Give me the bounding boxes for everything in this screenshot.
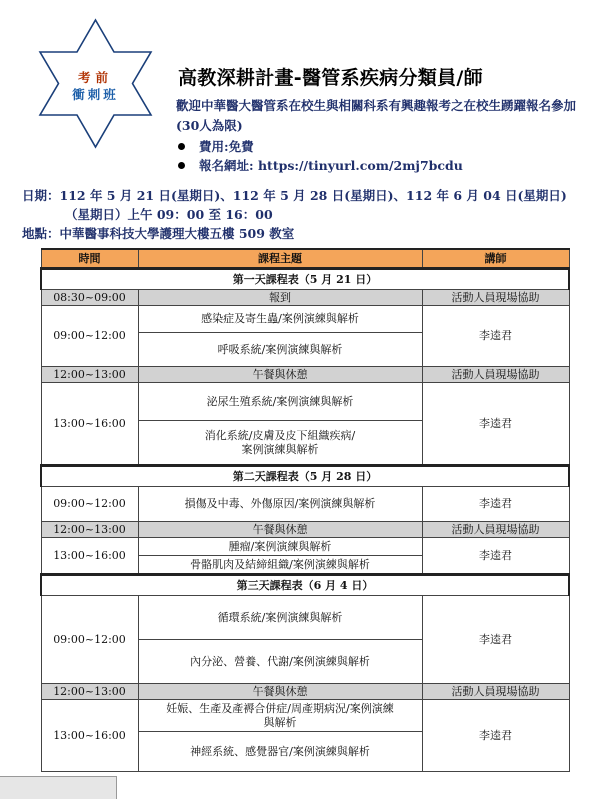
bullet-icon [178,162,185,169]
fee-item [178,137,254,155]
instructor-cell: 李逵君 [422,487,569,522]
table-row [41,700,569,732]
topic-cell: 感染症及寄生蟲/案例演練與解析 [138,306,422,333]
course-badge [28,16,163,151]
topic-cell: 報到 [138,290,422,306]
header-time: 時間 [41,249,138,269]
table-header [41,249,569,269]
topic-line: 案例演練與解析 [241,442,319,456]
day1-title-row [41,269,569,290]
badge-line1: 考前 [77,70,113,85]
topic-cell [138,421,422,466]
time-cell: 12:00~13:00 [41,522,138,538]
topic-cell [138,700,422,732]
topic-cell: 呼吸系統/案例演練與解析 [138,333,422,367]
time-cell: 13:00~16:00 [41,383,138,466]
instructor-cell: 李逵君 [422,596,569,684]
time-cell: 12:00~13:00 [41,684,138,700]
topic-cell: 損傷及中毒、外傷原因/案例演練與解析 [138,487,422,522]
table-row [41,306,569,333]
topic-cell: 午餐與休憩 [138,367,422,383]
time-cell: 08:30~09:00 [41,290,138,306]
time-cell: 09:00~12:00 [41,596,138,684]
topic-cell: 腫瘤/案例演練與解析 [138,538,422,556]
instructor-cell: 李逵君 [422,306,569,367]
time-cell: 13:00~16:00 [41,700,138,772]
day1-title: 第一天課程表（5 月 21 日） [41,269,569,290]
instructor-cell: 李逵君 [422,383,569,466]
topic-line: 消化系統/皮膚及皮下組織疾病/ [204,428,356,442]
instructor-cell: 活動人員現場協助 [422,522,569,538]
instructor-cell: 活動人員現場協助 [422,684,569,700]
time-cell: 09:00~12:00 [41,487,138,522]
fee-text: 費用:免費 [199,139,254,154]
signup-link[interactable]: 報名網址: https://tinyurl.com/2mj7bcdu [199,158,463,173]
intro-text: 歡迎中華醫大醫管系在校生與相關科系有興趣報考之在校生踴躍報名參加(30人為限) [176,98,577,133]
table-row [41,596,569,640]
instructor-cell: 活動人員現場協助 [422,367,569,383]
day3-title: 第三天課程表（6 月 4 日） [41,575,569,596]
time-cell: 12:00~13:00 [41,367,138,383]
table-row [41,522,569,538]
table-row [41,290,569,306]
instructor-cell: 活動人員現場協助 [422,290,569,306]
badge-line2: 衝刺班 [72,87,119,102]
topic-cell: 泌尿生殖系統/案例演練與解析 [138,383,422,421]
instructor-cell: 李逵君 [422,538,569,575]
location-line: 地點：中華醫事科技大學護理大樓五樓 509 教室 [22,226,295,241]
day3-title-row [41,575,569,596]
topic-cell: 午餐與休憩 [138,684,422,700]
header-topic: 課程主題 [138,249,422,269]
table-row [41,383,569,421]
topic-cell: 神經系統、感覺器官/案例演練與解析 [138,732,422,772]
day2-title-row [41,466,569,487]
date-line: 日期：112 年 5 月 21 日(星期日)、112 年 5 月 28 日(星期日)、112 年 6 月 04 日(星期日) [22,188,567,203]
table-row [41,367,569,383]
topic-cell: 循環系統/案例演練與解析 [138,596,422,640]
time-cell: 09:00~12:00 [41,306,138,367]
table-row [41,684,569,700]
topic-cell: 內分泌、營養、代謝/案例演練與解析 [138,640,422,684]
scroll-footer-bar [0,776,117,799]
table-row [41,538,569,556]
day2-title: 第二天課程表（5 月 28 日） [41,466,569,487]
topic-line: 妊娠、生產及產褥合併症/周產期病況/案例演練 [166,701,394,715]
schedule-table [40,248,570,772]
topic-cell: 午餐與休憩 [138,522,422,538]
topic-cell: 骨骼肌肉及結締組織/案例演練與解析 [138,556,422,575]
header-instructor: 講師 [422,249,569,269]
time-line: （星期日）上午 09：00 至 16：00 [65,207,273,222]
bullet-icon [178,143,185,150]
time-cell: 13:00~16:00 [41,538,138,575]
instructor-cell: 李逵君 [422,700,569,772]
table-row [41,487,569,522]
topic-line: 與解析 [263,715,297,729]
signup-item [178,156,463,174]
page-title: 高教深耕計畫-醫管系疾病分類員/師 [178,67,483,89]
